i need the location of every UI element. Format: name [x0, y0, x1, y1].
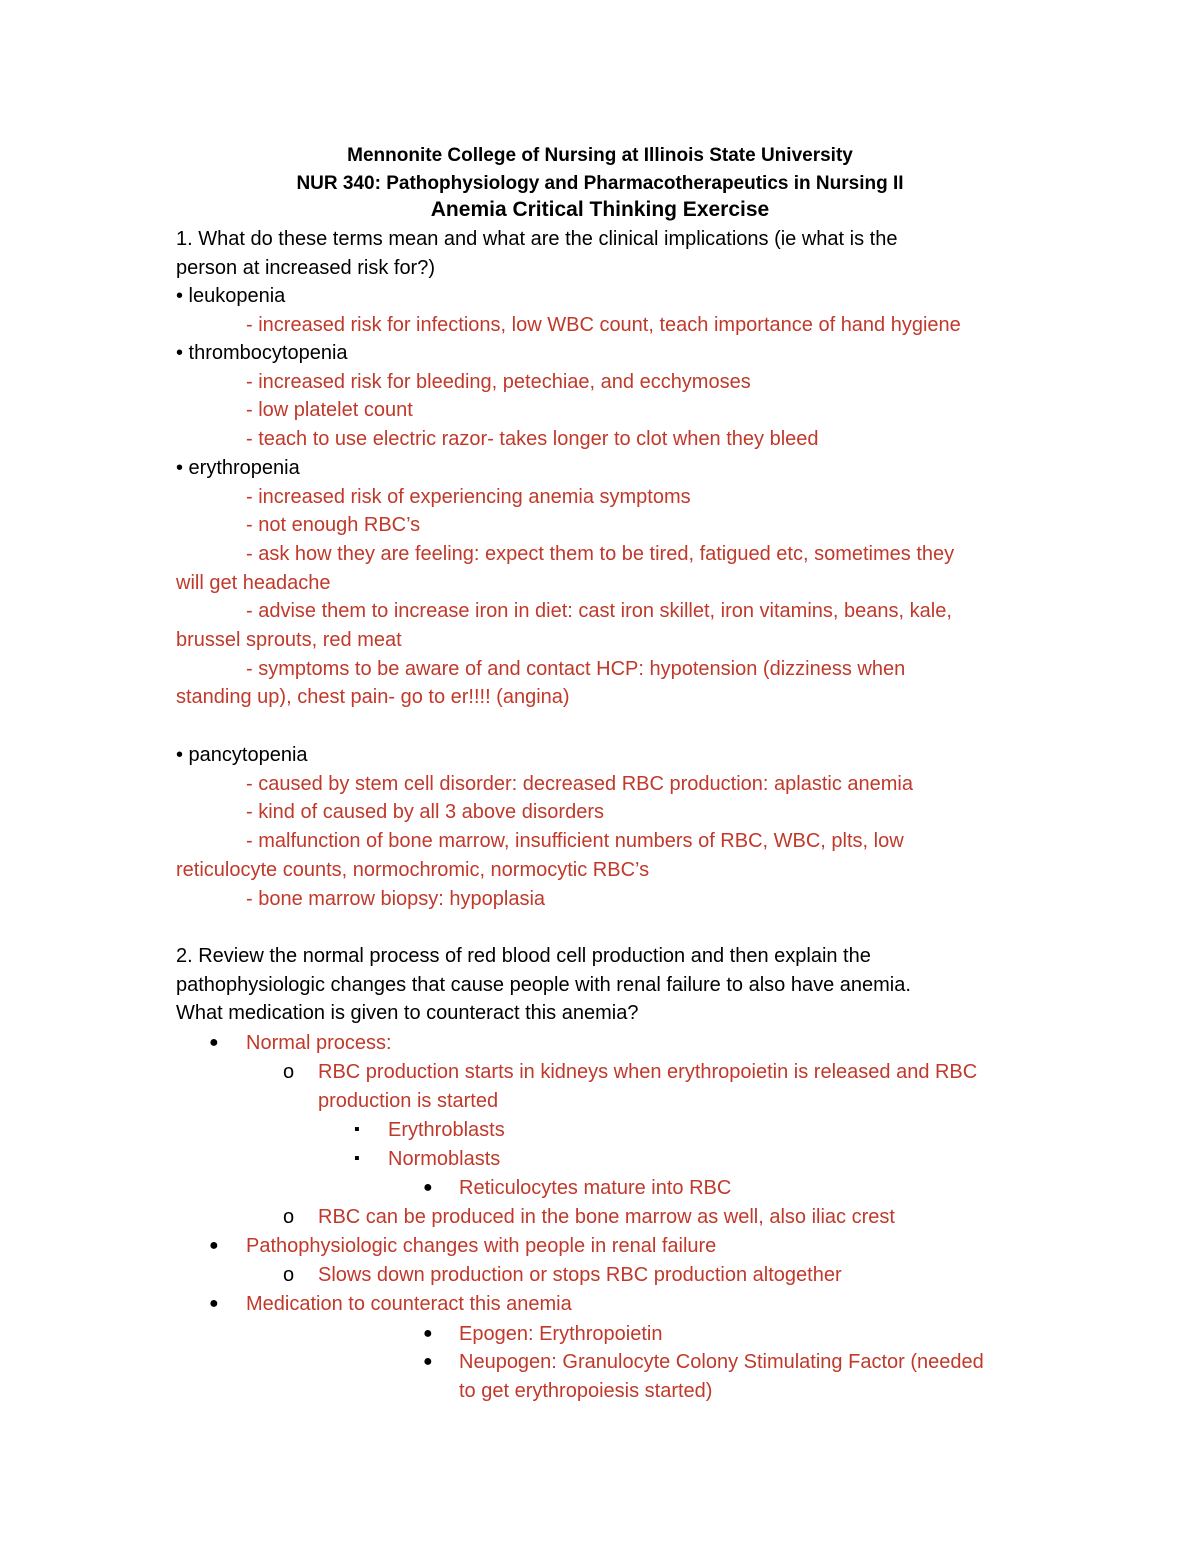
- neupogen-line-1: Neupogen: Granulocyte Colony Stimulating Factor (needed: [459, 1351, 984, 1373]
- term-pancytopenia: • pancytopenia: [176, 744, 308, 766]
- reticulocytes-item: Reticulocytes mature into RBC: [459, 1177, 732, 1199]
- erythropenia-answer-3b: will get headache: [176, 572, 331, 594]
- pancytopenia-answer-4: - bone marrow biopsy: hypoplasia: [246, 888, 546, 910]
- normal-process-heading: Normal process:: [246, 1032, 392, 1054]
- bullet-dot-icon: ●: [423, 1353, 433, 1370]
- slows-down-item: Slows down production or stops RBC production altogether: [318, 1264, 842, 1286]
- erythropenia-answer-3a: - ask how they are feeling: expect them to be tired, fatigued etc, sometimes they: [246, 543, 955, 565]
- bullet-square-icon: ▪: [354, 1121, 360, 1138]
- erythropenia-answer-2: - not enough RBC’s: [246, 514, 421, 536]
- medication-heading: Medication to counteract this anemia: [246, 1293, 572, 1315]
- bullet-circle-icon: o: [283, 1264, 295, 1286]
- question-1-line-2: person at increased risk for?): [176, 257, 436, 279]
- rbc-kidneys-line-1: RBC production starts in kidneys when erythropoietin is released and RBC: [318, 1061, 978, 1083]
- bullet-dot-icon: ●: [209, 1295, 219, 1312]
- normoblasts-item: Normoblasts: [388, 1148, 501, 1170]
- pancytopenia-answer-3b: reticulocyte counts, normochromic, normocytic RBC’s: [176, 859, 650, 881]
- rbc-kidneys-line-2: production is started: [318, 1090, 499, 1112]
- bullet-dot-icon: ●: [423, 1325, 433, 1342]
- question-2-line-1: 2. Review the normal process of red blood cell production and then explain the: [176, 945, 871, 967]
- question-2-line-2: pathophysiologic changes that cause people with renal failure to also have anemia.: [176, 974, 911, 996]
- bullet-dot-icon: ●: [423, 1179, 433, 1196]
- bullet-circle-icon: o: [283, 1061, 295, 1083]
- erythropenia-answer-5b: standing up), chest pain- go to er!!!! (angina): [176, 686, 570, 708]
- patho-changes-heading: Pathophysiologic changes with people in renal failure: [246, 1235, 717, 1257]
- pancytopenia-answer-2: - kind of caused by all 3 above disorders: [246, 801, 604, 823]
- term-leukopenia: • leukopenia: [176, 285, 286, 307]
- exercise-title: Anemia Critical Thinking Exercise: [430, 198, 770, 221]
- pancytopenia-answer-3a: - malfunction of bone marrow, insufficient numbers of RBC, WBC, plts, low: [246, 830, 904, 852]
- erythropenia-answer-5a: - symptoms to be aware of and contact HCP: hypotension (dizziness when: [246, 658, 906, 680]
- thrombocytopenia-answer-1: - increased risk for bleeding, petechiae, and ecchymoses: [246, 371, 751, 393]
- bone-marrow-item: RBC can be produced in the bone marrow as well, also iliac crest: [318, 1206, 895, 1228]
- course-header: NUR 340: Pathophysiology and Pharmacotherapeutics in Nursing II: [296, 173, 904, 194]
- thrombocytopenia-answer-2: - low platelet count: [246, 399, 413, 421]
- leukopenia-answer-1: - increased risk for infections, low WBC count, teach importance of hand hygiene: [246, 314, 961, 336]
- bullet-circle-icon: o: [283, 1206, 295, 1228]
- question-1-line-1: 1. What do these terms mean and what are the clinical implications (ie what is the: [176, 228, 898, 250]
- term-erythropenia: • erythropenia: [176, 457, 300, 479]
- question-2-line-3: What medication is given to counteract this anemia?: [176, 1002, 639, 1024]
- epogen-item: Epogen: Erythropoietin: [459, 1323, 663, 1345]
- erythroblasts-item: Erythroblasts: [388, 1119, 505, 1141]
- thrombocytopenia-answer-3: - teach to use electric razor- takes longer to clot when they bleed: [246, 428, 819, 450]
- pancytopenia-answer-1: - caused by stem cell disorder: decreased RBC production: aplastic anemia: [246, 773, 913, 795]
- bullet-dot-icon: ●: [209, 1237, 219, 1254]
- bullet-dot-icon: ●: [209, 1034, 219, 1051]
- college-header: Mennonite College of Nursing at Illinois State University: [347, 145, 853, 166]
- erythropenia-answer-4a: - advise them to increase iron in diet: cast iron skillet, iron vitamins, beans, kale,: [246, 600, 952, 622]
- neupogen-line-2: to get erythropoiesis started): [459, 1380, 713, 1402]
- bullet-square-icon: ▪: [354, 1150, 360, 1167]
- erythropenia-answer-4b: brussel sprouts, red meat: [176, 629, 402, 651]
- term-thrombocytopenia: • thrombocytopenia: [176, 342, 348, 364]
- erythropenia-answer-1: - increased risk of experiencing anemia symptoms: [246, 486, 691, 508]
